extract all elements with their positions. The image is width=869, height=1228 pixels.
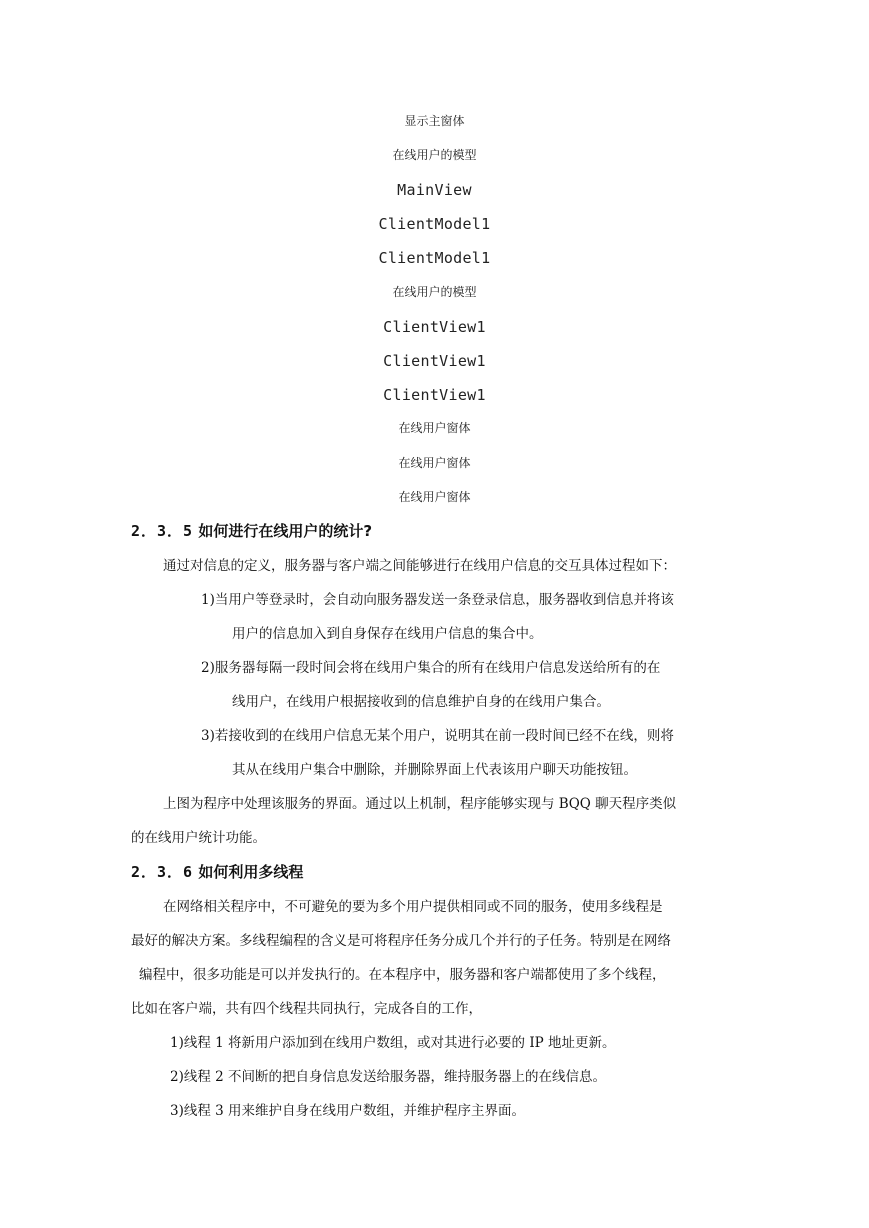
section-number: 2．3．5 xyxy=(131,522,194,540)
paragraph: 编程中，很多功能是可以并发执行的。在本程序中，服务器和客户端都使用了多个线程， xyxy=(139,967,666,983)
diagram-client-view: ClientView1 xyxy=(383,352,486,370)
diagram-label-online-model: 在线用户的模型 xyxy=(392,148,477,162)
list-item-continuation: 其从在线用户集合中删除，并删除界面上代表该用户聊天功能按钮。 xyxy=(232,762,637,778)
paragraph: 在网络相关程序中，不可避免的要为多个用户提供相同或不同的服务，使用多线程是 xyxy=(163,899,663,915)
list-item: 1)当用户等登录时，会自动向服务器发送一条登录信息，服务器收到信息并将该 xyxy=(201,592,674,608)
diagram-label-online-model: 在线用户的模型 xyxy=(392,285,477,299)
diagram-label-online-window: 在线用户窗体 xyxy=(398,456,471,470)
diagram-main-view: MainView xyxy=(397,181,472,199)
diagram-label-main-window: 显示主窗体 xyxy=(404,114,465,128)
section-title: 如何进行在线用户的统计? xyxy=(198,522,373,540)
list-item: 2)服务器每隔一段时间会将在线用户集合的所有在线用户信息发送给所有的在 xyxy=(201,660,661,676)
diagram-client-model: ClientModel1 xyxy=(378,215,491,233)
list-item: 3)线程 3 用来维护自身在线用户数组，并维护程序主界面。 xyxy=(170,1103,526,1119)
list-item-continuation: 用户的信息加入到自身保存在线用户信息的集合中。 xyxy=(232,626,543,642)
list-item: 3)若接收到的在线用户信息无某个用户，说明其在前一段时间已经不在线，则将 xyxy=(201,728,674,744)
paragraph: 比如在客户端，共有四个线程共同执行，完成各自的工作， xyxy=(131,1001,482,1017)
diagram-label-online-window: 在线用户窗体 xyxy=(398,490,471,504)
list-item: 1)线程 1 将新用户添加到在线用户数组，或对其进行必要的 IP 地址更新。 xyxy=(170,1035,616,1051)
section-heading-236 xyxy=(131,862,303,882)
section-title: 如何利用多线程 xyxy=(198,863,304,881)
section-number: 2．3．6 xyxy=(131,863,194,881)
list-item: 2)线程 2 不间断的把自身信息发送给服务器，维持服务器上的在线信息。 xyxy=(170,1069,607,1085)
paragraph: 上图为程序中处理该服务的界面。通过以上机制，程序能够实现与 BQQ 聊天程序类似 xyxy=(163,796,677,812)
diagram-label-online-window: 在线用户窗体 xyxy=(398,421,471,435)
diagram-client-view: ClientView1 xyxy=(383,386,486,404)
paragraph: 最好的解决方案。多线程编程的含义是可将程序任务分成几个并行的子任务。特别是在网络 xyxy=(131,933,671,949)
paragraph: 的在线用户统计功能。 xyxy=(131,830,266,846)
diagram-client-view: ClientView1 xyxy=(383,318,486,336)
section-heading-235 xyxy=(131,521,372,541)
paragraph: 通过对信息的定义，服务器与客户端之间能够进行在线用户信息的交互具体过程如下： xyxy=(163,558,676,574)
list-item-continuation: 线用户，在线用户根据接收到的信息维护自身的在线用户集合。 xyxy=(232,694,610,710)
diagram-client-model: ClientModel1 xyxy=(378,249,491,267)
